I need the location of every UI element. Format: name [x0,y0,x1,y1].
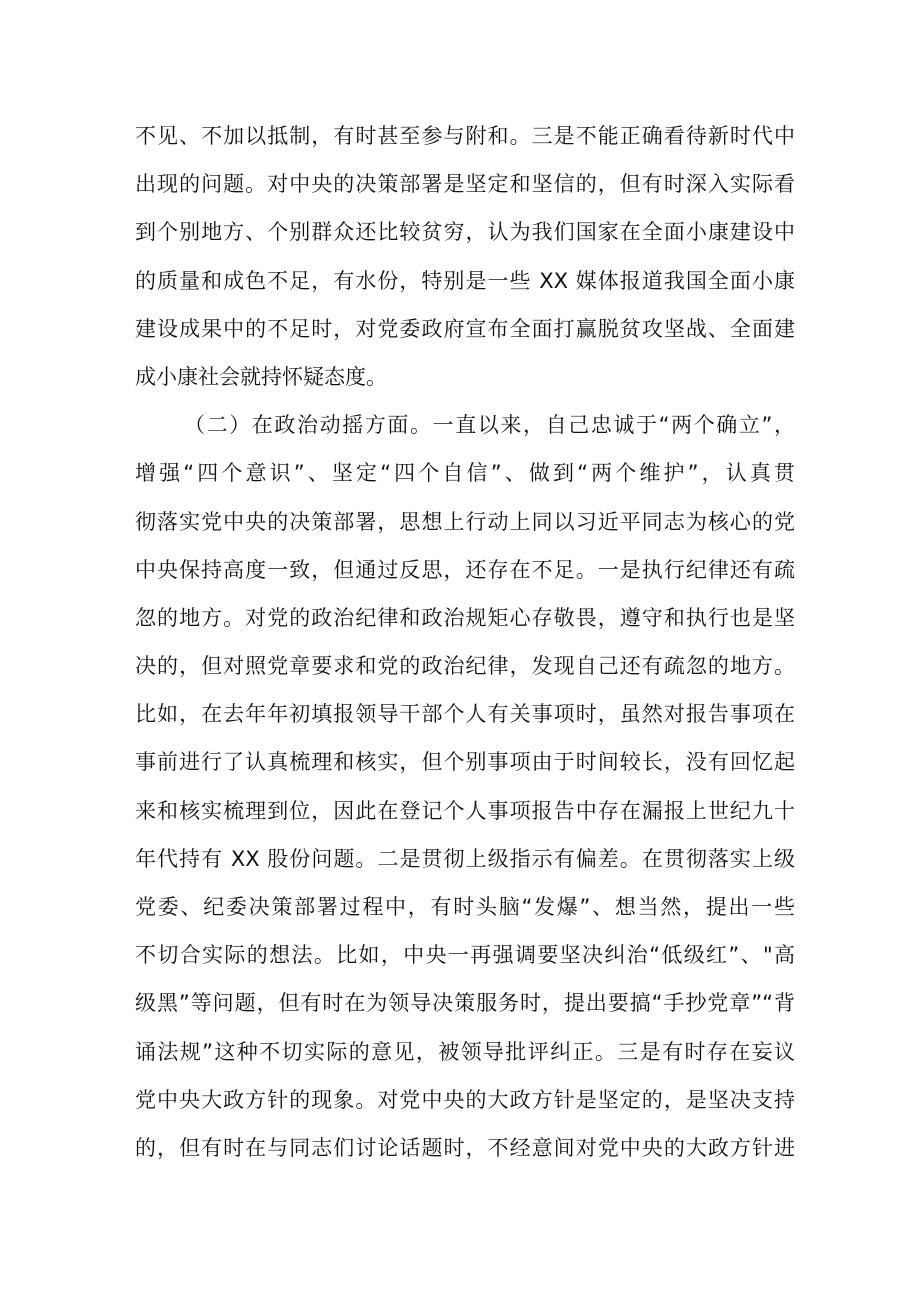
text-line: 增强“四个意识”、坚定“四个自信”、做到“两个维护”，认真贯 [135,461,795,486]
text-line: 来和核实梳理到位，因此在登记个人事项报告中存在漏报上世纪九十 [135,798,795,823]
text-line: 出现的问题。对中央的决策部署是坚定和坚信的，但有时深入实际看 [135,172,795,197]
text-line: 决的，但对照党章要求和党的政治纪律，发现自己还有疏忽的地方。 [135,654,795,679]
text-line: 忽的地方。对党的政治纪律和政治规矩心存敬畏，遵守和执行也是坚 [135,605,795,630]
text-line: 不见、不加以抵制，有时甚至参与附和。三是不能正确看待新时代中 [135,124,795,148]
text-line: 不切合实际的想法。比如，中央一再强调要坚决纠治“低级红”、"高 [135,943,795,968]
text-line: 的，但有时在与同志们讨论话题时，不经意间对党中央的大政方针进 [135,1135,795,1160]
text-line: 到个别地方、个别群众还比较贫穷，认为我们国家在全面小康建设中 [135,220,795,245]
body-text [135,112,795,1172]
text-line: 成小康社会就持怀疑态度。 [135,364,387,389]
text-line: 中央保持高度一致，但通过反思，还存在不足。一是执行纪律还有疏 [135,557,795,582]
text-line: 诵法规”这种不切实际的意见，被领导批评纠正。三是有时存在妄议 [135,1039,795,1064]
paragraph-heading-line: （二）在政治动摇方面。一直以来，自己忠诚于“两个确立”， [184,413,795,438]
text-line: 建设成果中的不足时，对党委政府宣布全面打赢脱贫攻坚战、全面建 [135,316,795,341]
text-line: 党中央大政方针的现象。对党中央的大政方针是坚定的，是坚决支持 [135,1087,795,1112]
text-line: 级黑”等问题，但有时在为领导决策服务时，提出要搞“手抄党章”“背 [135,991,795,1016]
text-line: 党委、纪委决策部署过程中，有时头脑“发爆”、想当然，提出一些 [135,895,795,919]
text-line: 比如，在去年年初填报领导干部个人有关事项时，虽然对报告事项在 [135,702,795,727]
text-line: 事前进行了认真梳理和核实，但个别事项由于时间较长，没有回忆起 [135,750,795,775]
text-line: 年代持有 XX 股份问题。二是贯彻上级指示有偏差。在贯彻落实上级 [135,846,795,871]
text-line: 彻落实党中央的决策部署，思想上行动上同以习近平同志为核心的党 [135,509,795,534]
text-line: 的质量和成色不足，有水份，特别是一些 XX 媒体报道我国全面小康 [135,268,795,293]
